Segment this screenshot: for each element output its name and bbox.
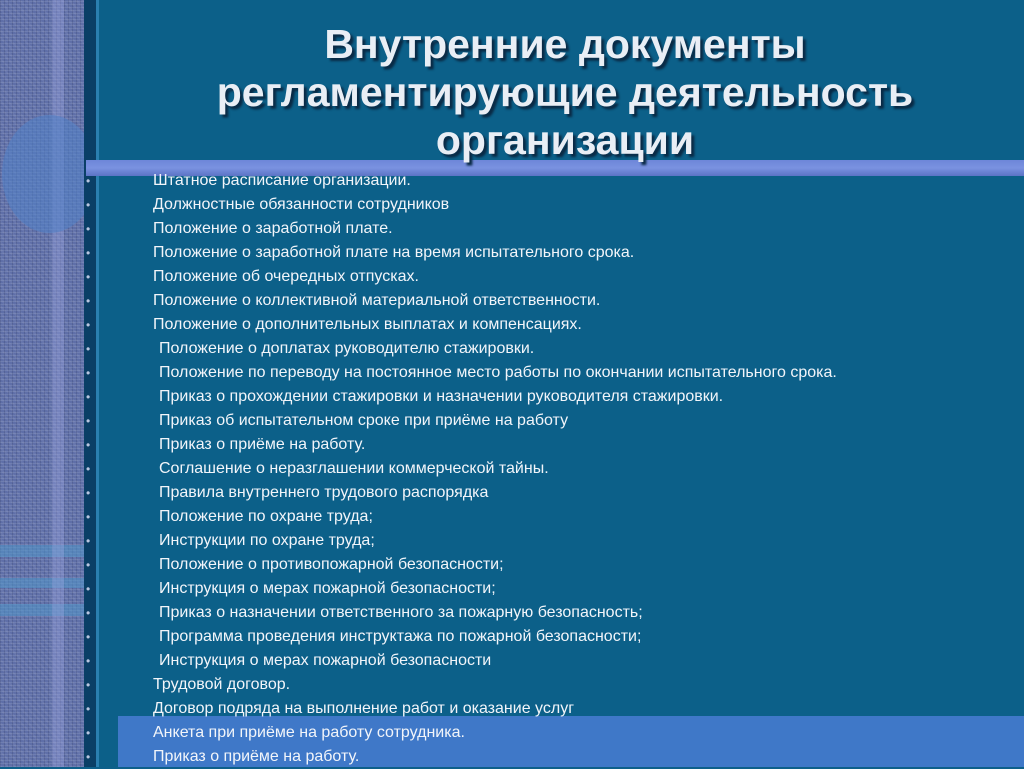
- bullet-icon: •: [86, 438, 91, 452]
- list-item-text: Положение о доплатах руководителю стажировки.: [159, 340, 535, 357]
- list-item: [0, 505, 1024, 529]
- bullet-icon: •: [86, 342, 91, 356]
- bullet-icon: •: [86, 558, 91, 572]
- list-item: [0, 553, 1024, 577]
- list-item: [0, 745, 1024, 769]
- list-item: [0, 169, 1024, 193]
- bullet-icon: •: [86, 462, 91, 476]
- bullet-icon: •: [86, 390, 91, 404]
- bullet-icon: •: [86, 366, 91, 380]
- bullet-icon: •: [86, 246, 91, 260]
- list-item-text: Приказ о приёме на работу.: [153, 748, 360, 765]
- title-line: Внутренние документы: [324, 21, 806, 67]
- bullet-icon: •: [86, 678, 91, 692]
- list-item: [0, 601, 1024, 625]
- bullet-icon: •: [86, 318, 91, 332]
- list-item: [0, 289, 1024, 313]
- list-item: [0, 481, 1024, 505]
- list-item: [0, 313, 1024, 337]
- bullet-icon: •: [86, 726, 91, 740]
- list-item: [0, 697, 1024, 721]
- list-item-text: Инструкция о мерах пожарной безопасности;: [159, 580, 496, 597]
- document-list: [0, 169, 1024, 769]
- list-item: [0, 457, 1024, 481]
- list-item: [0, 337, 1024, 361]
- bullet-icon: •: [86, 510, 91, 524]
- bullet-icon: •: [86, 534, 91, 548]
- list-item-text: Правила внутреннего трудового распорядка: [159, 484, 489, 501]
- list-item-text: Положение о противопожарной безопасности;: [159, 556, 504, 573]
- list-item-text: Положение по переводу на постоянное место работы по окончании испытательного срока.: [159, 364, 837, 381]
- list-item-text: Положение о заработной плате.: [153, 220, 393, 237]
- bullet-icon: •: [86, 486, 91, 500]
- list-item-text: Инструкция о мерах пожарной безопасности: [159, 652, 492, 669]
- list-item-text: Приказ о прохождении стажировки и назначении руководителя стажировки.: [159, 388, 724, 405]
- list-item: [0, 649, 1024, 673]
- list-item: [0, 241, 1024, 265]
- list-item: [0, 529, 1024, 553]
- list-item: [0, 385, 1024, 409]
- bullet-icon: •: [86, 198, 91, 212]
- list-item-text: Соглашение о неразглашении коммерческой тайны.: [159, 460, 549, 477]
- list-item: [0, 409, 1024, 433]
- list-item-text: Инструкции по охране труда;: [159, 532, 375, 549]
- list-item-text: Договор подряда на выполнение работ и оказание услуг: [153, 700, 575, 717]
- bullet-icon: •: [86, 222, 91, 236]
- list-item: [0, 361, 1024, 385]
- bullet-icon: •: [86, 270, 91, 284]
- list-item-text: Положение по охране труда;: [159, 508, 373, 525]
- list-item-text: Программа проведения инструктажа по пожарной безопасности;: [159, 628, 642, 645]
- bullet-icon: •: [86, 750, 91, 764]
- bullet-icon: •: [86, 582, 91, 596]
- list-item-text: Анкета при приёме на работу сотрудника.: [153, 724, 465, 741]
- list-item: [0, 193, 1024, 217]
- bullet-icon: •: [86, 174, 91, 188]
- list-item: [0, 217, 1024, 241]
- list-item-text: Должностные обязанности сотрудников: [153, 196, 450, 213]
- list-item-text: Приказ о назначении ответственного за пожарную безопасность;: [159, 604, 643, 621]
- list-item-text: Положение о заработной плате на время испытательного срока.: [153, 244, 635, 261]
- bullet-icon: •: [86, 414, 91, 428]
- list-item-text: Положение о дополнительных выплатах и компенсациях.: [153, 316, 582, 333]
- list-item-text: Приказ об испытательном сроке при приёме на работу: [159, 412, 569, 429]
- list-item-text: Штатное расписание организации.: [153, 172, 411, 189]
- list-item: [0, 433, 1024, 457]
- list-item-text: Положение об очередных отпусках.: [153, 268, 419, 285]
- bullet-icon: •: [86, 630, 91, 644]
- list-item-text: Положение о коллективной материальной ответственности.: [153, 292, 601, 309]
- title-line: организации: [435, 117, 695, 163]
- bullet-icon: •: [86, 702, 91, 716]
- title-line: регламентирующие деятельность: [216, 69, 914, 115]
- list-item: [0, 577, 1024, 601]
- bullet-icon: •: [86, 606, 91, 620]
- list-item: [0, 265, 1024, 289]
- bullet-icon: •: [86, 654, 91, 668]
- bullet-icon: •: [86, 294, 91, 308]
- slide-title: [140, 20, 990, 164]
- list-item-text: Приказ о приёме на работу.: [159, 436, 366, 453]
- list-item: [0, 721, 1024, 745]
- list-item: [0, 625, 1024, 649]
- list-item: [0, 673, 1024, 697]
- list-item-text: Трудовой договор.: [153, 676, 291, 693]
